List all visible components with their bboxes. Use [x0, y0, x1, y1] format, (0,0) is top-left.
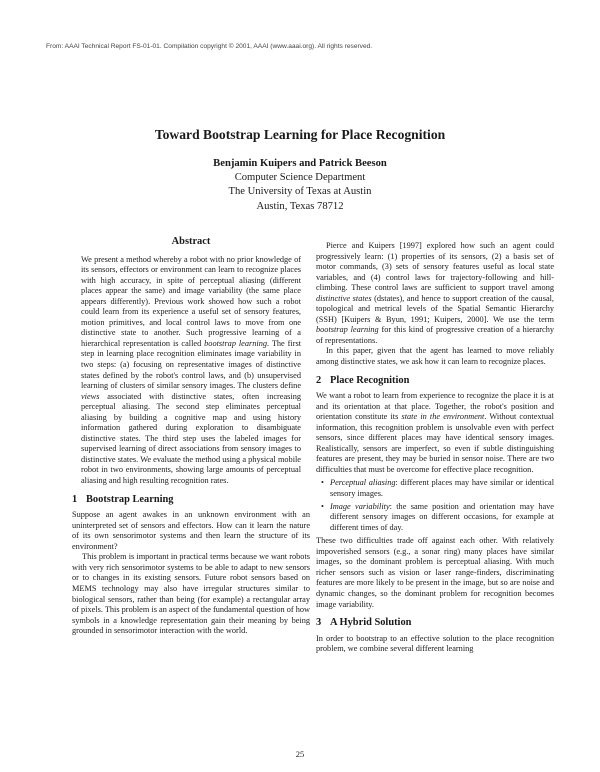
- abstract-part: associated with distinctive states, often increasing perceptual aliasing. The second step eliminates perceptual aliasing by building a cognitive map and using history information gathered during exploration to disambiguate distinctive states. The third step uses the labeled images for supervised learning of direct associations from sensory images to distinctive states. We evaluate the method using a physical mobile robot in two environments, showing large amounts of perceptual aliasing and high resulting recognition rates.: [81, 391, 301, 486]
- section-3-heading: [316, 618, 554, 629]
- section-number: 1: [72, 493, 78, 505]
- bullet-list: [316, 478, 554, 533]
- section-2-heading: [316, 376, 554, 387]
- text-emphasis: Perceptual aliasing: [330, 478, 396, 488]
- section-title: A Hybrid Solution: [330, 617, 412, 629]
- text-emphasis: state in the environment: [401, 412, 485, 422]
- text-emphasis: Image variability: [330, 501, 390, 511]
- text-run: for this kind of progressive creation of a hierarchy of representations.: [316, 325, 555, 345]
- text-emphasis: bootstrap learning: [316, 325, 379, 335]
- section-title: Bootstrap Learning: [86, 493, 174, 505]
- abstract-emphasis: bootstrap learning: [204, 338, 267, 348]
- bullet-icon: •: [321, 501, 324, 511]
- copyright-notice: From: AAAI Technical Report FS-01-01. Compilation copyright © 2001, AAAI (www.aaai.org). All rights reserved.: [46, 43, 373, 50]
- text-run: : the same position and orientation may have different sensory images on different occasions, for example at different times of day.: [330, 501, 554, 532]
- abstract-emphasis: views: [81, 391, 100, 401]
- abstract-text: [81, 255, 301, 487]
- abstract-part: . The first step in learning place recognition eliminates image variability in two steps: (a) focusing on representative images of distinctive states defined by the robot's control laws, and (b) unsupervised learning of clusters of similar sensory images. The clusters define: [81, 338, 302, 391]
- paragraph: In this paper, given that the agent has learned to move reliably among distinctive states, we ask how it can learn to recognize places.: [316, 346, 554, 367]
- list-item: [321, 478, 555, 499]
- list-item: [321, 501, 554, 534]
- text-run: We want a robot to learn from experience to recognize the place it is at and its orientation at that place. Together, the robot's position and orientation constitute its: [316, 391, 554, 422]
- author-names: Benjamin Kuipers and Patrick Beeson: [213, 158, 387, 169]
- paragraph: [316, 241, 554, 346]
- bullet-icon: •: [321, 478, 324, 488]
- department: Computer Science Department: [234, 172, 366, 184]
- paragraph: This problem is important in practical terms because we want robots with very rich sensorimotor systems to be able to adapt to new sensors or to changes in its existing sensors. Future robot sensors based on MEMS technology may also have irregular structures similar to biological sensors, rather than being (for example) a rectangular array of pixels. This problem is an aspect of the fundamental question of how symbols in a knowledge representation gain their meaning by being grounded in sensorimotor interaction with the world.: [72, 552, 310, 636]
- abstract-part: We present a method whereby a robot with no prior knowledge of its sensors, effectors or environment can learn to recognize places with high accuracy, in spite of perceptual aliasing (different places appear the same) and image variability (the same place appears differently). Previous work showed how such a robot could learn from its experience a useful set of sensory features, motion primitives, and local control laws to move from one distinctive state to another. Such progressive learning of a hierarchical representation is called: [81, 254, 301, 348]
- text-run: Pierce and Kuipers [1997] explored how such an agent could progressively learn: (1) properties of its sensors, (2) a basis set of motor commands, (3) sets of sensory features useful as local state variables, and (4) control laws for trajectory-following and hill-climbing. These control laws are sufficient to support travel among: [316, 241, 554, 293]
- paragraph: In order to bootstrap to an effective solution to the place recognition problem, we combine several different learning: [316, 633, 554, 654]
- university: The University of Texas at Austin: [228, 186, 372, 198]
- text-run: (dstates), and hence to support creation of the causal, topological and metrical levels of the Spatial Semantic Hierarchy (SSH) [Kuipers & Byun, 1991; Kuipers, 2000]. We use the term: [316, 293, 555, 324]
- paragraph: [316, 391, 554, 475]
- paper-title: Toward Bootstrap Learning for Place Recognition: [154, 127, 446, 142]
- section-1-heading: [72, 495, 310, 506]
- paragraph: These two difficulties trade off against each other. With relatively impoverished sensors (e.g., a sonar ring) many places have similar images, so the dominant problem is perceptual aliasing. With much richer sensors such as vision or laser range-finders, discriminating features are more likely to be present in the image, but so are noise and dynamic changes, so the dominant problem for recognition becomes image variability.: [316, 536, 554, 609]
- paragraph: Suppose an agent awakes in an unknown environment with an uninterpreted set of sensors and effectors. How can it learn the nature of its own sensorimotor systems and then learn the structure of its environment?: [72, 510, 310, 551]
- text-run: . Without contextual information, this recognition problem is unsolvable even with perfect sensors, since different places may have identical sensory images. Realistically, sensors are imperfect, so even if subtle distinguishing features are present, they may be buried in sensor noise. There are two difficulties that must be overcome for effective place recognition.: [316, 412, 554, 474]
- text-run: : different places may have similar or identical sensory images.: [330, 478, 555, 499]
- text-emphasis: distinctive states: [316, 293, 372, 303]
- page-number: 25: [295, 749, 305, 759]
- author-block: [0, 157, 600, 214]
- section-number: 2: [316, 374, 322, 386]
- section-number: 3: [316, 617, 322, 629]
- section-title: Place Recognition: [330, 374, 410, 386]
- right-column: [316, 241, 554, 655]
- location: Austin, Texas 78712: [256, 200, 344, 212]
- abstract-heading: Abstract: [171, 236, 211, 247]
- left-column: [72, 237, 310, 637]
